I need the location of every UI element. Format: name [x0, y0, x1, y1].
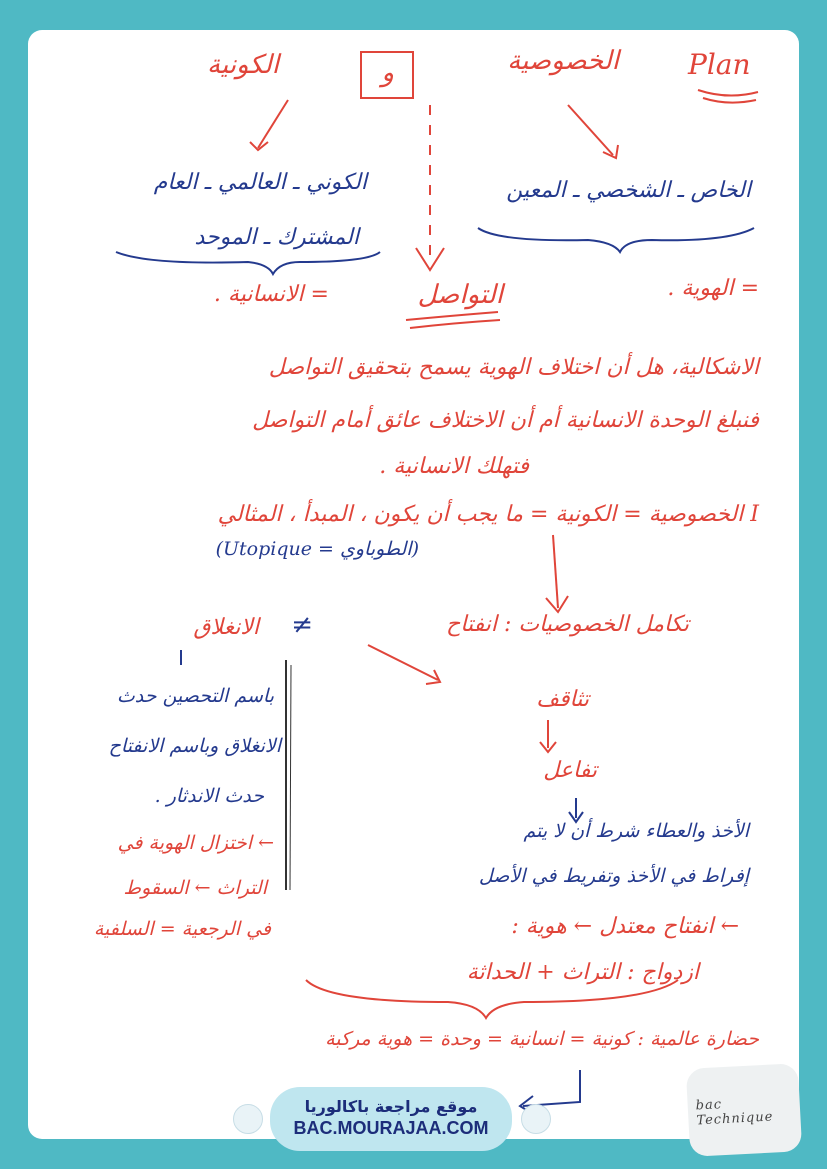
site-url[interactable]: BAC.MOURAJAA.COM	[293, 1118, 489, 1138]
left-note-2: الانغلاق وباسم الانفتاح	[108, 735, 281, 757]
tradition-modernity: ازدواج : التراث + الحداثة	[466, 960, 699, 985]
condition-line-2: إفراط في الأخذ وتفريط في الأصل	[478, 865, 749, 887]
problematic-line-1: الاشكالية، هل أن اختلاف الهوية يسمح بتحقيق التواصل	[268, 355, 759, 380]
specific-synonyms: الخاص ـ الشخصي ـ المعين	[506, 178, 751, 203]
universality-word: الكونية	[207, 50, 279, 80]
left-note-5: التراث ← السقوط	[123, 877, 267, 899]
moderate-openness: ← انفتاح معتدل ← هوية :	[511, 914, 739, 939]
left-note-6: في الرجعية = السلفية	[93, 918, 271, 940]
humanity-equation: = الانسانية .	[213, 282, 329, 307]
identity-equation: = الهوية .	[667, 276, 759, 301]
problematic-line-2: فنبلغ الوحدة الانسانية أم أن الاختلاف عائق أمام التواصل	[252, 408, 759, 433]
plan-heading: Plan	[688, 48, 751, 81]
left-note-3: حدث الاندثار .	[154, 785, 264, 807]
section-one-line-2: (الطوباوي = Utopique)	[215, 538, 419, 560]
universal-synonyms-2: المشترك ـ الموحد	[194, 225, 359, 250]
acculturation-word: تثاقف	[536, 687, 589, 712]
condition-line-1: الأخذ والعطاء شرط أن لا يتم	[523, 820, 749, 842]
site-logo-left-icon	[233, 1104, 263, 1134]
not-equal-sign: ≠	[291, 610, 313, 640]
left-note-1: باسم التحصين حدث	[116, 685, 274, 707]
specificity-word: الخصوصية	[507, 46, 619, 76]
badge-text: bac Technique	[695, 1097, 774, 1129]
section-one-line-1: I الخصوصية = الكونية = ما يجب أن يكون ، المبدأ ، المثالي	[217, 502, 759, 527]
global-civilization: حضارة عالمية : كونية = انسانية = وحدة = هوية مركبة	[325, 1028, 759, 1050]
left-note-4: ← اختزال الهوية في	[117, 832, 274, 854]
problematic-line-3: فتهلك الانسانية .	[379, 454, 529, 479]
site-arabic-name: موقع مراجعة باكالوريا	[304, 1097, 478, 1116]
bac-technique-badge	[686, 1063, 802, 1157]
universal-synonyms-1: الكوني ـ العالمي ـ العام	[153, 170, 367, 195]
conjunction-word: و	[381, 58, 394, 88]
site-logo-right-icon	[521, 1104, 551, 1134]
communication-word: التواصل	[417, 280, 503, 310]
closure-word: الانغلاق	[193, 615, 259, 640]
site-banner[interactable]	[270, 1087, 512, 1151]
integration-openness: تكامل الخصوصيات : انفتاح	[446, 612, 689, 637]
interaction-word: تفاعل	[543, 758, 597, 783]
notebook-page	[28, 30, 799, 1139]
